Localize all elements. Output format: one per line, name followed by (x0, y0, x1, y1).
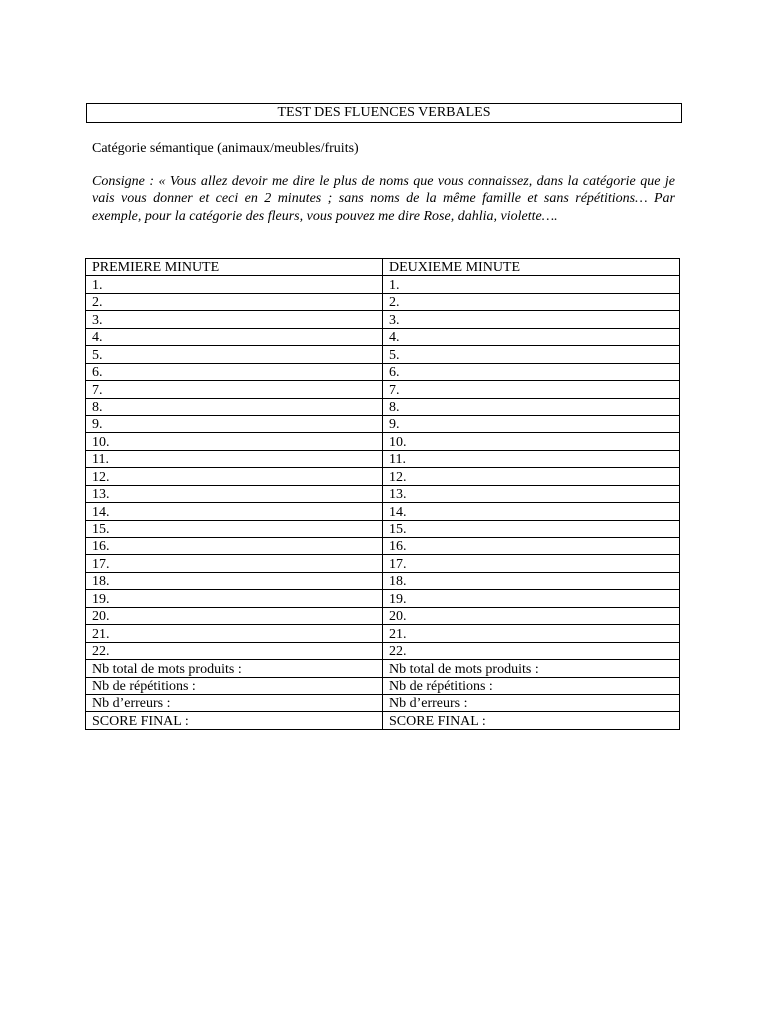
second-minute-cell: 12. (383, 468, 680, 485)
first-minute-cell: 15. (86, 520, 383, 537)
second-minute-cell: 11. (383, 450, 680, 467)
second-minute-cell: 21. (383, 625, 680, 642)
first-minute-cell: 10. (86, 433, 383, 450)
first-minute-cell: 18. (86, 572, 383, 589)
first-minute-cell: 17. (86, 555, 383, 572)
second-minute-cell: 20. (383, 607, 680, 624)
second-minute-cell: 5. (383, 346, 680, 363)
first-minute-cell: 3. (86, 311, 383, 328)
summary-row (86, 677, 680, 694)
second-minute-cell: 18. (383, 572, 680, 589)
table-row (86, 450, 680, 467)
first-minute-summary-cell: SCORE FINAL : (86, 712, 383, 729)
first-minute-cell: 19. (86, 590, 383, 607)
second-minute-cell: 3. (383, 311, 680, 328)
summary-row (86, 694, 680, 711)
first-minute-cell: 20. (86, 607, 383, 624)
first-minute-summary-cell: Nb de répétitions : (86, 677, 383, 694)
table-body (86, 259, 680, 730)
table-row (86, 276, 680, 293)
summary-row (86, 660, 680, 677)
second-minute-summary-cell: Nb d’erreurs : (383, 694, 680, 711)
first-minute-cell: 2. (86, 293, 383, 310)
first-minute-cell: 4. (86, 328, 383, 345)
table-row (86, 328, 680, 345)
first-minute-cell: 5. (86, 346, 383, 363)
header-first-minute: PREMIERE MINUTE (86, 259, 383, 276)
first-minute-cell: 8. (86, 398, 383, 415)
first-minute-cell: 14. (86, 503, 383, 520)
category-line: Catégorie sémantique (animaux/meubles/fruits) (92, 141, 359, 156)
table-row (86, 503, 680, 520)
table-row (86, 398, 680, 415)
table-row (86, 415, 680, 432)
table-row (86, 520, 680, 537)
page-title: TEST DES FLUENCES VERBALES (86, 103, 682, 123)
table-row (86, 572, 680, 589)
second-minute-cell: 22. (383, 642, 680, 659)
second-minute-cell: 10. (383, 433, 680, 450)
first-minute-cell: 16. (86, 538, 383, 555)
table-row (86, 642, 680, 659)
first-minute-summary-cell: Nb d’erreurs : (86, 694, 383, 711)
first-minute-cell: 7. (86, 381, 383, 398)
second-minute-cell: 15. (383, 520, 680, 537)
first-minute-summary-cell: Nb total de mots produits : (86, 660, 383, 677)
second-minute-cell: 8. (383, 398, 680, 415)
second-minute-cell: 9. (383, 415, 680, 432)
second-minute-cell: 16. (383, 538, 680, 555)
first-minute-cell: 13. (86, 485, 383, 502)
second-minute-summary-cell: Nb total de mots produits : (383, 660, 680, 677)
header-second-minute: DEUXIEME MINUTE (383, 259, 680, 276)
second-minute-cell: 2. (383, 293, 680, 310)
first-minute-cell: 11. (86, 450, 383, 467)
second-minute-cell: 6. (383, 363, 680, 380)
first-minute-cell: 1. (86, 276, 383, 293)
second-minute-cell: 17. (383, 555, 680, 572)
second-minute-cell: 1. (383, 276, 680, 293)
table-row (86, 555, 680, 572)
fluence-table (85, 258, 680, 730)
first-minute-cell: 12. (86, 468, 383, 485)
table-row (86, 607, 680, 624)
table-row (86, 485, 680, 502)
table-row (86, 381, 680, 398)
second-minute-cell: 7. (383, 381, 680, 398)
second-minute-cell: 14. (383, 503, 680, 520)
instruction-paragraph: Consigne : « Vous allez devoir me dire le plus de noms que vous connaissez, dans la catégorie que je vais vous donner et ceci en 2 minutes ; sans noms de la même famille et sans répétitions… Par exemple, pour la catégorie des fleurs, vous pouvez me dire Rose, dahlia, violette…. (92, 174, 675, 224)
second-minute-cell: 4. (383, 328, 680, 345)
table-header-row (86, 259, 680, 276)
table-row (86, 538, 680, 555)
first-minute-cell: 9. (86, 415, 383, 432)
second-minute-cell: 19. (383, 590, 680, 607)
table-row (86, 311, 680, 328)
second-minute-summary-cell: SCORE FINAL : (383, 712, 680, 729)
first-minute-cell: 22. (86, 642, 383, 659)
second-minute-cell: 13. (383, 485, 680, 502)
summary-row (86, 712, 680, 729)
table-row (86, 433, 680, 450)
first-minute-cell: 21. (86, 625, 383, 642)
table-row (86, 363, 680, 380)
first-minute-cell: 6. (86, 363, 383, 380)
table-row (86, 590, 680, 607)
table-row (86, 293, 680, 310)
table-row (86, 346, 680, 363)
table-row (86, 625, 680, 642)
second-minute-summary-cell: Nb de répétitions : (383, 677, 680, 694)
table-row (86, 468, 680, 485)
